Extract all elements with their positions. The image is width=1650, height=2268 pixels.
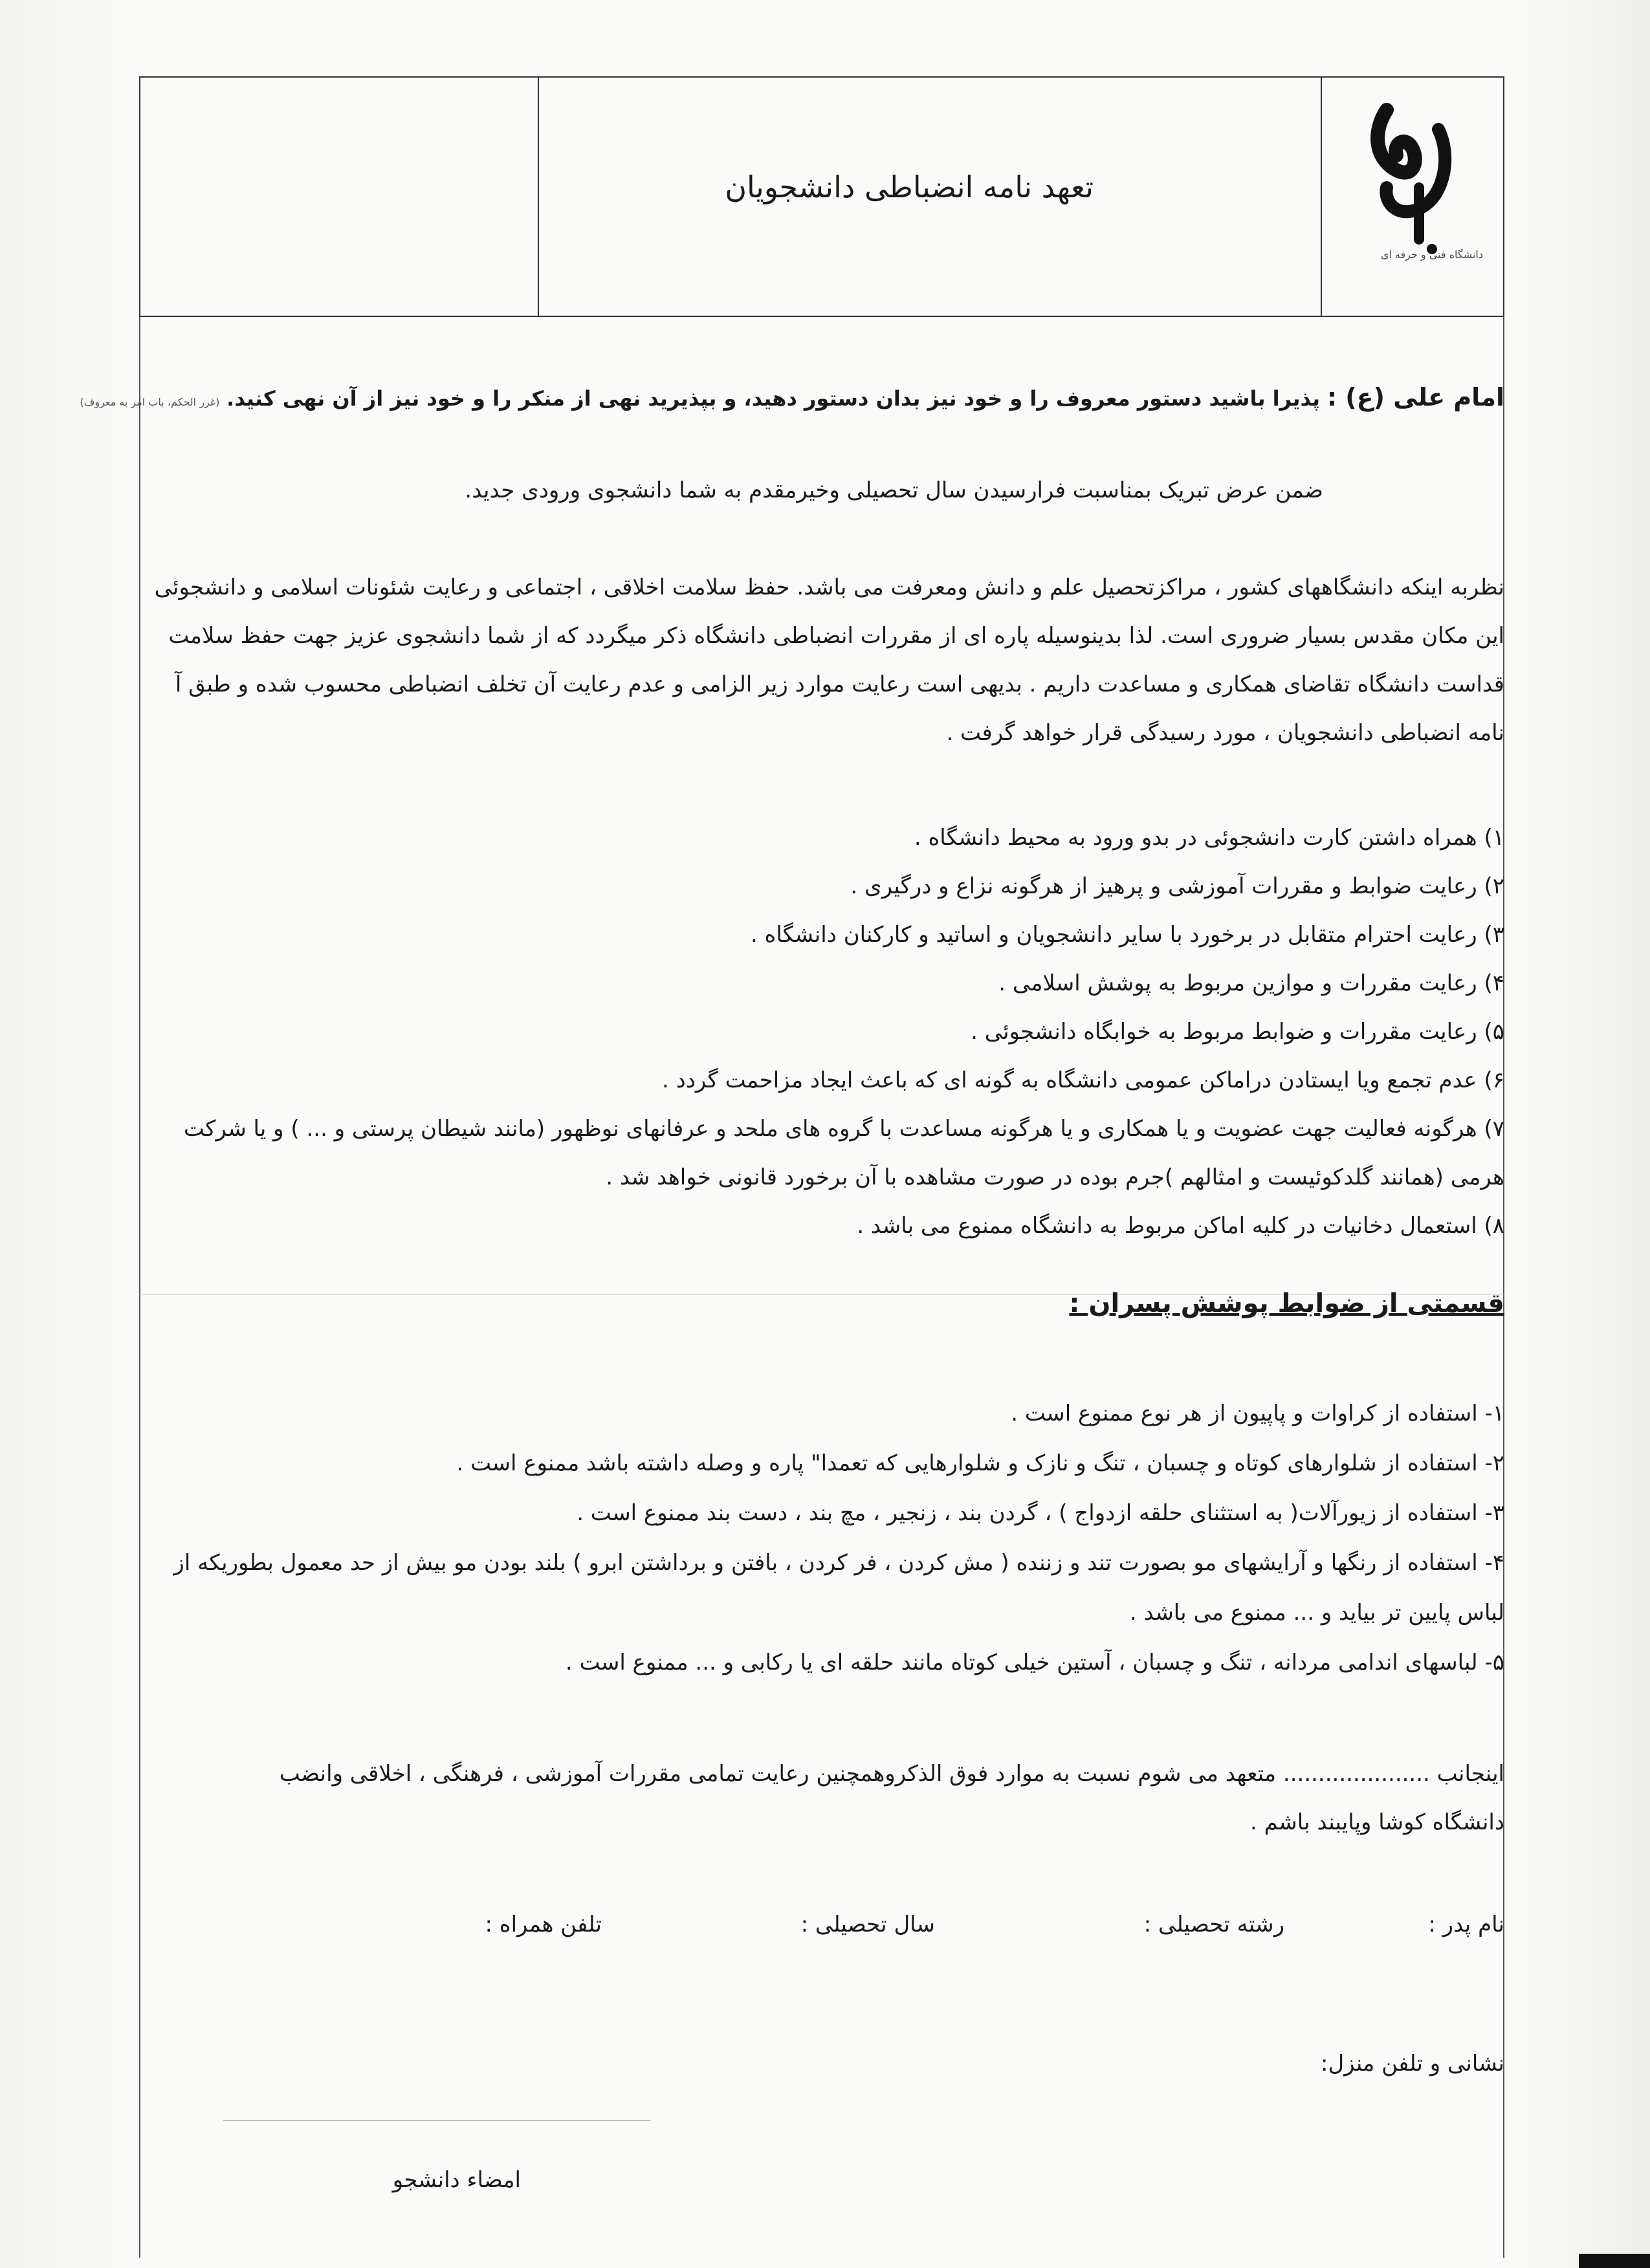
rule-item: ۵) رعایت مقررات و ضوابط مربوط به خوابگاه دانشجوئی . xyxy=(971,1019,1504,1045)
dress-item: ۲- استفاده از شلوارهای کوتاه و چسبان ، تنگ و نازک و شلوارهایی که تعمدا" پاره و وصله داشته باشد ممنوع است . xyxy=(456,1450,1504,1476)
rule-item: ۱) همراه داشتن کارت دانشجوئی در بدو ورود به محیط دانشگاه . xyxy=(914,825,1504,851)
document-title: تعهد نامه انضباطی دانشجویان xyxy=(725,169,1094,204)
rule-item: هرمی (همانند گلدکوئیست و امثالهم )جرم بوده در صورت مشاهده با آن برخورد قانونی خواهد شد . xyxy=(606,1164,1504,1190)
page-frame-left xyxy=(139,317,140,2258)
dress-item: ۴- استفاده از رنگها و آرایشهای مو بصورت تند و زننده ( مش کردن ، فر کردن ، بافتن و برداشتن ابرو ) بلند بودن مو بیش از حد معمول بطوریکه از xyxy=(173,1550,1504,1576)
dress-item: لباس پایین تر بیاید و ... ممنوع می باشد . xyxy=(1129,1600,1504,1626)
intro-line: این مکان مقدس بسیار ضروری است. لذا بدینوسیله پاره ای از مقررات انضباطی دانشگاه ذکر میگردد که از شما دانشجوی عزیز جهت حفظ سلامت xyxy=(168,623,1504,649)
mobile-field[interactable]: تلفن همراه : xyxy=(485,1912,602,1937)
address-field[interactable]: نشانی و تلفن منزل: xyxy=(1321,2051,1504,2077)
dress-section-title: قسمتی از ضوابط پوشش پسران : xyxy=(1069,1289,1504,1318)
intro-line: قداست دانشگاه تقاضای همکاری و مساعدت داریم . بدیهی است رعایت موارد زیر الزامی و عدم رعایت آن تخلف انضباطی محسوب شده و طبق آ xyxy=(175,671,1504,697)
dress-item: ۳- استفاده از زیورآلات( به استثنای حلقه ازدواج ) ، گردن بند ، زنجیر ، مچ بند ، دست بند ممنوع است . xyxy=(577,1500,1504,1526)
rule-item: ۴) رعایت مقررات و موازین مربوط به پوشش اسلامی . xyxy=(998,970,1504,996)
quote-text: پذیرا باشید دستور معروف را و خود نیز بدان دستور دهید، و بپذیرید نهی از منکر را و خود نیز از آن نهی کنید. xyxy=(226,386,1321,411)
rule-item: ۷) هرگونه فعالیت جهت عضویت و یا همکاری و یا هرگونه مساعدت با گروه های ملحد و عرفانهای نوظهور (مانند شیطان پرستی و ... ) و یا شرکت xyxy=(183,1116,1504,1142)
pledge-line: اینجانب ..................... متعهد می شوم نسبت به موارد فوق الذکروهمچنین رعایت تمامی مقررات آموزشی ، فرهنگی ، اخلاقی وانضب xyxy=(279,1761,1504,1787)
rule-item: ۸) استعمال دخانیات در کلیه اماکن مربوط به دانشگاه ممنوع می باشد . xyxy=(857,1213,1504,1239)
field-of-study-field[interactable]: رشته تحصیلی : xyxy=(1143,1912,1284,1937)
dress-item: ۵- لباسهای اندامی مردانه ، تنگ و چسبان ، آستین خیلی کوتاه مانند حلقه ای یا رکابی و ... ممنوع است . xyxy=(565,1650,1504,1675)
header-logo-cell xyxy=(1321,78,1503,316)
university-logo-icon xyxy=(1361,91,1464,272)
student-signature-label: امضاء دانشجو xyxy=(392,2167,521,2193)
academic-year-field[interactable]: سال تحصیلی : xyxy=(800,1912,935,1937)
footer-watermark-badge xyxy=(1579,2254,1650,2268)
pledge-line: دانشگاه کوشا وپایبند باشم . xyxy=(1250,1809,1504,1835)
greeting-text: ضمن عرض تبریک بمناسبت فرارسیدن سال تحصیلی وخیرمقدم به شما دانشجوی ورودی جدید. xyxy=(465,477,1323,503)
header-empty-cell xyxy=(140,78,540,316)
logo-caption: دانشگاه فنی و حرفه ای xyxy=(1380,248,1483,261)
rule-item: ۳) رعایت احترام متقابل در برخورد با سایر دانشجویان و اساتید و کارکنان دانشگاه . xyxy=(750,922,1504,948)
rule-item: ۲) رعایت ضوابط و مقررات آموزشی و پرهیز از هرگونه نزاع و درگیری . xyxy=(850,873,1504,899)
father-name-field[interactable]: نام پدر : xyxy=(1428,1912,1504,1937)
quote-line xyxy=(80,383,1504,411)
signature-line xyxy=(223,2120,650,2121)
intro-line: نظربه اینکه دانشگاههای کشور ، مراکزتحصیل علم و دانش ومعرفت می باشد. حفظ سلامت اخلاقی ، اجتماعی و رعایت شئونات اسلامی و دانشجوئی xyxy=(154,574,1504,600)
page-frame-right xyxy=(1503,317,1504,2258)
rule-item: ۶) عدم تجمع ویا ایستادن دراماکن عمومی دانشگاه به گونه ای که باعث ایجاد مزاحمت گردد . xyxy=(661,1067,1504,1093)
quote-source: (غرر الحکم، باب امر به معروف) xyxy=(80,396,220,408)
intro-line: نامه انضباطی دانشجویان ، مورد رسیدگی قرار خواهد گرفت . xyxy=(946,720,1504,746)
dress-item: ۱- استفاده از کراوات و پاپیون از هر نوع ممنوع است . xyxy=(1011,1401,1504,1426)
quote-speaker: امام علی (ع) : xyxy=(1326,383,1504,411)
